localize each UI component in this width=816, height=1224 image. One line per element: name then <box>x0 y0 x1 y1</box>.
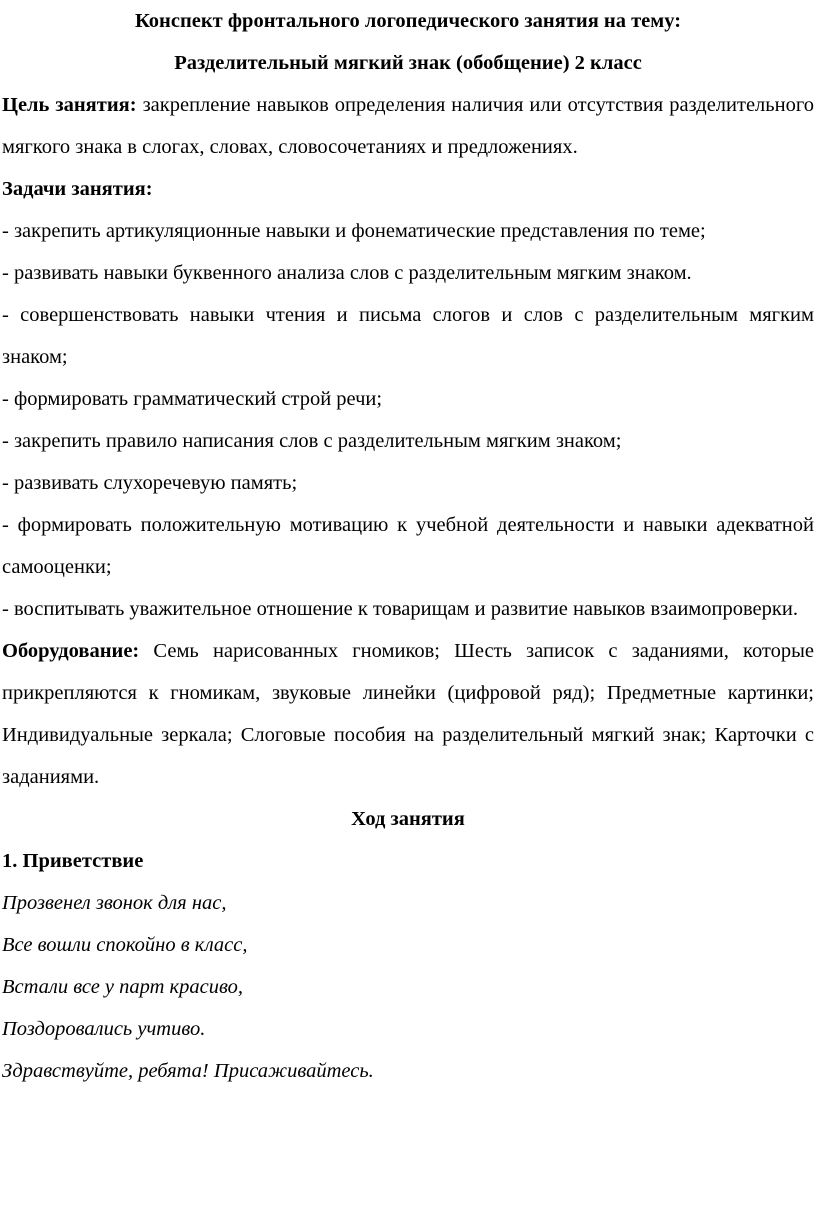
title-line-2: Разделительный мягкий знак (обобщение) 2 класс <box>174 52 642 74</box>
goal-label: Цель занятия: <box>2 94 137 116</box>
equipment-paragraph <box>2 630 814 798</box>
title-line-1: Конспект фронтального логопедического занятия на тему: <box>134 10 682 32</box>
task-item: - развивать навыки буквенного анализа слов с разделительным мягким знаком. <box>2 262 692 284</box>
tasks-label: Задачи занятия: <box>2 178 153 200</box>
poem-line: Встали все у парт красиво, <box>2 976 243 998</box>
equipment-text: Семь нарисованных гномиков; Шесть записок с заданиями, которые прикрепляются к гномикам, звуковые линейки (цифровой ряд); Предметные картинки; Индивидуальные зеркала; Слоговые пособия на разделительный мягкий знак; Карточки с заданиями. <box>2 640 814 788</box>
equipment-label: Оборудование: <box>2 640 140 662</box>
goal-paragraph <box>2 84 814 168</box>
poem-line: Здравствуйте, ребята! Присаживайтесь. <box>2 1060 374 1082</box>
greeting-poem <box>2 882 814 1092</box>
lesson-heading: Ход занятия <box>351 808 465 830</box>
poem-line: Прозвенел звонок для нас, <box>2 892 227 914</box>
task-item: - формировать грамматический строй речи; <box>2 388 383 410</box>
poem-line: Все вошли спокойно в класс, <box>2 934 248 956</box>
poem-line: Поздоровались учтиво. <box>2 1018 206 1040</box>
task-item: - закрепить артикуляционные навыки и фонематические представления по теме; <box>2 220 706 242</box>
task-item: - совершенствовать навыки чтения и письма слогов и слов с разделительным мягким знаком; <box>2 304 814 368</box>
task-item: - закрепить правило написания слов с разделительным мягким знаком; <box>2 430 622 452</box>
document-title <box>2 0 814 84</box>
task-item: - развивать слухоречевую память; <box>2 472 298 494</box>
goal-text: закрепление навыков определения наличия или отсутствия разделительного мягкого знака в слогах, словах, словосочетаниях и предложениях. <box>2 94 815 158</box>
tasks-list <box>2 210 814 630</box>
task-item: - воспитывать уважительное отношение к товарищам и развитие навыков взаимопроверки. <box>2 598 798 620</box>
section-greeting-heading: 1. Приветствие <box>2 850 144 872</box>
task-item: - формировать положительную мотивацию к учебной деятельности и навыки адекватной самооценки; <box>2 514 814 578</box>
